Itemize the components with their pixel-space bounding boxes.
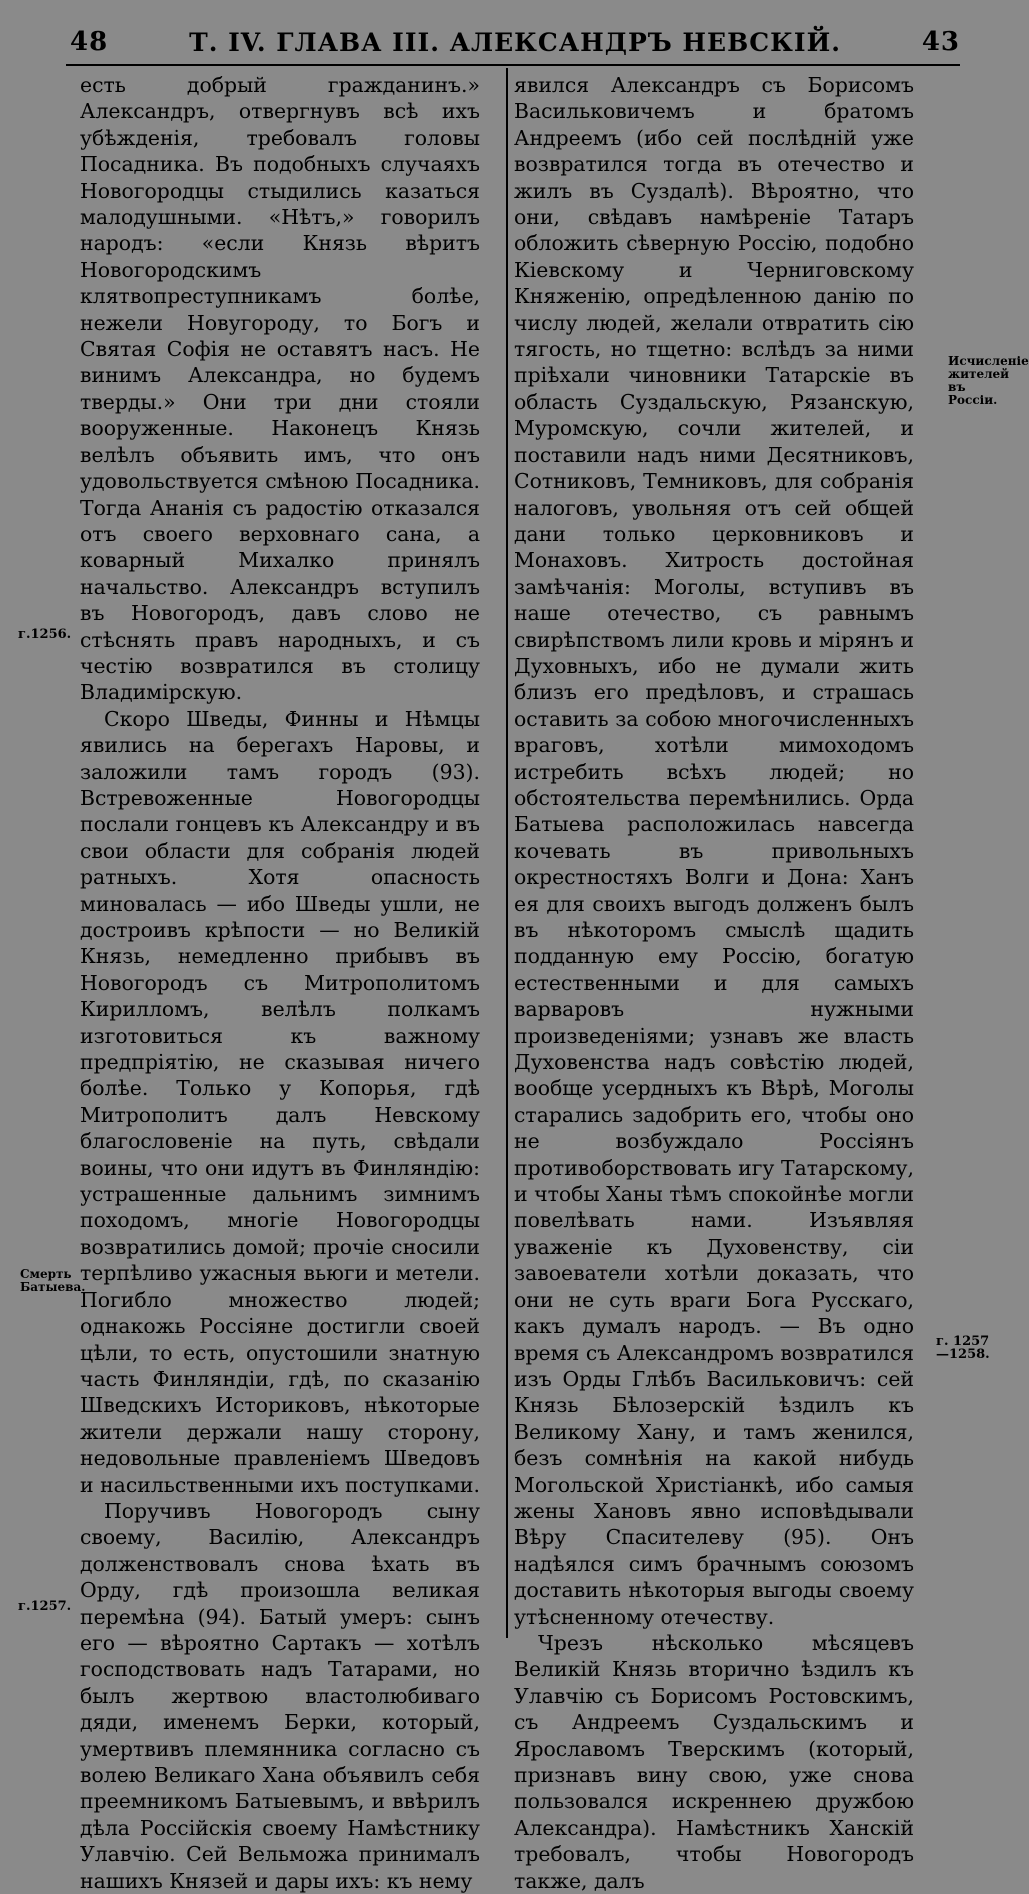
- paragraph: Чрезъ нѣсколько мѣсяцевъ Великій Князь вторично ѣздилъ къ Улавчію съ Борисомъ Ростовскимъ, съ Андреемъ Суздальскимъ и Ярославомъ Тверскимъ (который, признавъ вину свою, уже снова пользовался искреннею дружбою Александра). Намѣстникъ Ханскій требовалъ, чтобы Новогородъ также, далъ: [514, 1630, 914, 1893]
- paragraph: Скоро Шведы, Финны и Нѣмцы явились на берегахъ Наровы, и заложили тамъ городъ (93). Встревоженные Новогородцы послали гонцевъ къ Александру и въ свои области для собранія людей ратныхъ. Хотя опасность миновалась — ибо Шведы ушли, не достроивъ крѣпости — но Великій Князь, немедленно прибывъ въ Новогородъ съ Митрополитомъ Кирилломъ, велѣлъ полкамъ изготовиться къ важному предпріятію, не сказывая ничего болѣе. Только у Копорья, гдѣ Митрополитъ далъ Невскому благословеніе на путь, свѣдали воины, что они идутъ въ Финляндію: устрашенные дальнимъ зимнимъ походомъ, многіе Новогородцы возвратились домой; прочіе сносили терпѣливо ужасныя вьюги и метели. Погибло множество людей; однакожь Россіяне достигли своей цѣли, то есть, опустошили знатную часть Финляндіи, гдѣ, по сказанію Шведскихъ Историковъ, нѣкоторые жители держали нашу сторону, недовольные правленіемъ Шведовъ и насильственными ихъ поступками.: [80, 706, 481, 1497]
- paragraph: явился Александръ съ Борисомъ Васильковичемъ и братомъ Андреемъ (ибо сей послѣдній уже возвратился тогда въ отечество и жилъ въ Суздалѣ). Вѣроятно, что они, свѣдавъ намѣреніе Татаръ обложить сѣверную Россію, подобно Кіевскому и Черниговскому Княженію, опредѣленною данію по числу людей, желали отвратить сію тягость, но тщетно: вслѣдъ за ними пріѣхали чиновники Татарскіе въ область Суздальскую, Рязанскую, Муромскую, сочли жителей, и поставили надъ ними Десятниковъ, Сотниковъ, Темниковъ, для собранія налоговъ, увольняя отъ сей общей дани только церковниковъ и Монаховъ. Хитрость достойная замѣчанія: Моголы, вступивъ въ наше отечество, съ равнымъ свирѣпствомъ лили кровь и мірянъ и Духовныхъ, ибо не думали жить близъ его предѣловъ, и страшась оставить за собою многочисленныхъ враговъ, хотѣли мимоходомъ истребить всѣхъ людей; но обстоятельства перемѣнились. Орда Батыева расположилась навсегда кочевать въ привольныхъ окрестностяхъ Волги и Дона: Ханъ ея для своихъ выгодъ долженъ былъ въ нѣкоторомъ смыслѣ щадить подданную ему Россію, богатую естественными и для самыхъ варваровъ нужными произведеніями; узнавъ же власть Духовенства надъ совѣстію людей, вообще усердныхъ къ Вѣрѣ, Моголы старались задобрить его, чтобы оно не возбуждало Россіянъ противоборствовать игу Татарскому, и чтобы Ханы тѣмъ спокойнѣе могли повелѣвать нами. Изъявляя уваженіе къ Духовенству, сіи завоеватели хотѣли доказать, что они не суть враги Бога Русскаго, какъ думалъ народъ. — Въ одно время съ Александромъ возвратился изъ Орды Глѣбъ Васильковичъ: сей Князь Бѣлозерскій ѣздилъ къ Великому Хану, и тамъ женился, безъ сомнѣнія на какой нибудь Могольской Христіанкѣ, ибо самыя жены Хановъ явно исповѣдывали Вѣру Спасителеву (95). Онъ надѣялся симъ брачнымъ союзомъ доставить нѣкоторыя выгоды своему утѣсненному отечеству.: [514, 73, 914, 1629]
- margin-note-year-1256: г.1256.: [18, 627, 72, 642]
- paragraph: Поручивъ Новогородъ сыну своему, Василію, Александръ долженствовалъ снова ѣхать въ Орду, гдѣ произошла великая перемѣна (94). Батый умеръ: сынъ его — вѣроятно Сартакъ — хотѣлъ господствовать надъ Татарами, но былъ жертвою властолюбиваго дяди, именемъ Берки, который, умертвивъ племянника согласно съ волею Великаго Хана объявилъ себя преемникомъ Батыевымъ, и ввѣрилъ дѣла Россійскія своему Намѣстнику Улавчію. Сей Вельможа принималъ нашихъ Князей и дары ихъ: къ нему: [80, 1498, 480, 1893]
- margin-note-year-1257-1258: г. 1257 —1258.: [936, 1334, 990, 1362]
- margin-note-year-1257: г.1257.: [18, 1599, 72, 1614]
- right-column: [514, 72, 914, 1894]
- header-rule: [66, 64, 960, 66]
- left-column: [80, 72, 480, 1894]
- left-page-number: 48: [70, 27, 109, 57]
- margin-note-census: Исчисленіе жителей въ Россіи.: [948, 354, 1029, 407]
- page-header: [70, 22, 960, 62]
- right-page-number: 43: [921, 27, 960, 57]
- paragraph: есть добрый гражданинъ.» Александръ, отвергнувъ всѣ ихъ убѣжденія, требовалъ головы Посадника. Въ подобныхъ случаяхъ Новогородцы стыдились казаться малодушными. «Нѣтъ,» говорилъ народъ: «если Князь вѣритъ Новогородскимъ клятвопреступникамъ болѣе, нежели Новугороду, то Богъ и Святая Софія не оставятъ насъ. Не винимъ Александра, но будемъ тверды.» Они три дни стояли вооруженные. Наконецъ Князь велѣлъ объявить имъ, что онъ удовольствуется смѣною Посадника. Тогда Ананія съ радостію отказался отъ своего верховнаго сана, а коварный Михалко принялъ начальство. Александръ вступилъ въ Новогородъ, давъ слово не стѣснять правъ народныхъ, и съ честію возвратился въ столицу Владимірскую.: [80, 73, 480, 705]
- column-divider: [506, 68, 508, 1638]
- margin-note-batu-death: Смерть Батыева.: [20, 1267, 86, 1294]
- running-title: Т. IV. ГЛАВА III. АЛЕКСАНДРЪ НЕВСКІЙ.: [189, 27, 841, 57]
